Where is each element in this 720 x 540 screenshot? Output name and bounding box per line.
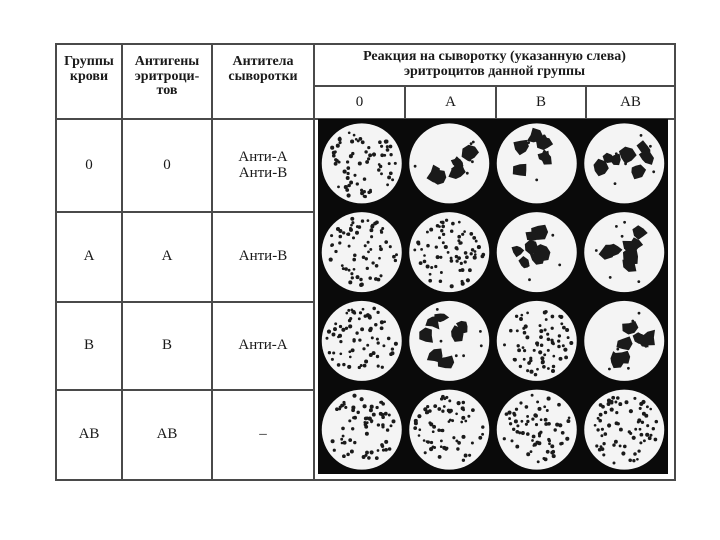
row-0-group: 0 — [85, 156, 93, 173]
plate-ab-0 — [322, 390, 402, 470]
table-border-right — [674, 43, 676, 481]
agglutination-plates — [318, 119, 668, 474]
row-0-antibodies: Анти-А Анти-В — [238, 148, 288, 181]
reaction-col-a: A — [445, 93, 456, 110]
row-ab-antibodies: – — [259, 426, 267, 443]
plate-b-0 — [322, 301, 402, 381]
row-a-antigens: A — [161, 248, 173, 265]
row-0-antigens: 0 — [163, 156, 171, 173]
plate-a-a — [409, 212, 489, 292]
row-a-group: A — [83, 248, 95, 265]
row-a-antibodies: Анти-В — [238, 248, 288, 265]
plate-0-0 — [322, 123, 402, 203]
header-antigens: Антигены эритроци- тов — [134, 54, 200, 99]
reaction-col-ab: AB — [620, 93, 641, 110]
plate-b-a — [409, 301, 489, 381]
header-reaction: Реакция на сыворотку (указанную слева) эритроцитов данной группы — [363, 49, 626, 79]
row-b-group: B — [83, 337, 94, 354]
table-border-bottom — [55, 479, 676, 481]
plate-ab-b — [497, 390, 577, 470]
plate-b-ab — [584, 301, 664, 381]
reaction-col-0: 0 — [355, 93, 364, 110]
plate-0-b — [497, 123, 577, 203]
plate-0-a — [409, 123, 489, 203]
plate-a-ab — [584, 212, 664, 292]
plate-ab-a — [409, 390, 489, 470]
reaction-col-b: B — [535, 93, 546, 110]
plate-0-ab — [584, 123, 664, 203]
agglutination-panel — [318, 119, 668, 474]
row-b-antibodies: Анти-А — [238, 337, 288, 354]
row-ab-group: AB — [78, 426, 100, 443]
plate-a-0 — [322, 212, 402, 292]
row-ab-antigens: AB — [156, 426, 178, 443]
header-blood-groups: Группы крови — [64, 54, 114, 84]
plate-a-b — [497, 212, 577, 292]
header-antibodies: Антитела сыворотки — [228, 54, 298, 84]
plate-b-b — [497, 301, 577, 381]
row-b-antigens: B — [161, 337, 172, 354]
blood-group-table — [55, 43, 676, 481]
plate-ab-ab — [584, 390, 664, 470]
